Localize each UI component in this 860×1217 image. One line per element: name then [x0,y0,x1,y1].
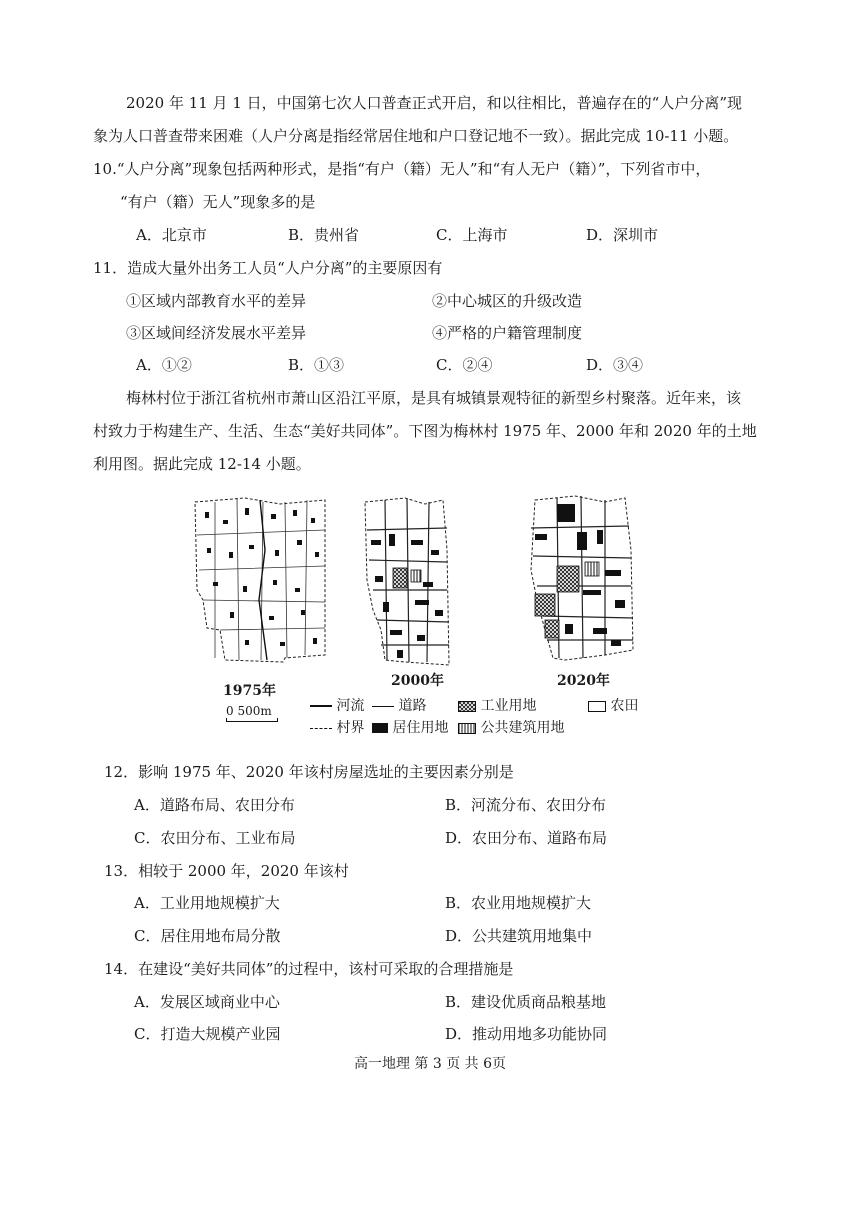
q13-option-c: C．居住用地布局分散 [134,927,281,945]
q11-option-b: B．①③ [288,356,345,374]
q13-stem: 13．相较于 2000 年，2020 年该村 [104,862,349,880]
legend-industrial-label: 工业用地 [480,698,537,714]
q12-option-a: A．道路布局、农田分布 [134,796,295,814]
q11-option-d: D．③④ [586,356,644,374]
q14-option-d: D．推动用地多功能协同 [445,1025,608,1043]
legend-residential-label: 居住用地 [392,720,449,736]
intro2-line1: 梅林村位于浙江省杭州市萧山区沿江平原，是具有城镇景观特征的新型乡村聚落。近年来，该 [126,389,742,407]
q12-option-c: C．农田分布、工业布局 [134,829,296,847]
legend-road-label: 道路 [398,698,427,714]
legend-farmland-label: 农田 [610,698,639,714]
intro1-line2: 象为人口普查带来困难（人户分离是指经常居住地和户口登记地不一致）。据此完成 10-11 小题。 [93,127,739,145]
q11-item-4: ④严格的户籍管理制度 [432,324,583,342]
legend-river-label: 河流 [336,698,365,714]
q11-option-a: A．①② [136,356,192,374]
legend-road [372,695,426,715]
scale-bar-line [226,718,278,722]
scale-bar [226,704,278,722]
intro2-line3: 利用图。据此完成 12-14 小题。 [93,455,311,473]
q14-option-c: C．打造大规模产业园 [134,1025,281,1043]
boundary-line-icon [310,728,332,729]
land-use-figure [185,490,675,730]
q13-option-a: A．工业用地规模扩大 [134,894,280,912]
q10-option-b: B．贵州省 [288,226,360,244]
legend-public [458,717,564,737]
q11-item-2: ②中心城区的升级改造 [432,292,583,310]
residential-swatch-icon [372,723,388,733]
q11-option-c: C．②④ [436,356,493,374]
q10-option-a: A．北京市 [136,226,207,244]
q12-option-b: B．河流分布、农田分布 [445,796,607,814]
year-label-1975: 1975年 [223,683,276,699]
q11-item-3: ③区域间经济发展水平差异 [126,324,307,342]
legend-boundary [310,717,364,737]
river-line-icon [310,705,332,707]
industrial-swatch-icon [458,701,476,712]
q13-option-d: D．公共建筑用地集中 [445,927,593,945]
q12-option-d: D．农田分布、道路布局 [445,829,608,847]
q10-option-d: D．深圳市 [586,226,659,244]
page-footer: 高一地理 第 3 页 共 6页 [353,1056,507,1072]
map-2000 [365,498,449,665]
intro1-line1: 2020 年 11 月 1 日，中国第七次人口普查正式开启，和以往相比，普遍存在的“人户分离”现 [126,94,742,112]
q14-option-a: A．发展区域商业中心 [134,993,280,1011]
q13-option-b: B．农业用地规模扩大 [445,894,592,912]
map-2020 [531,496,633,660]
q10-stem-line1: 10.“人户分离”现象包括两种形式，是指“有户（籍）无人”和“有人无户（籍）”，下列省市中， [93,160,711,178]
q10-stem-line2: “有户（籍）无人”现象多的是 [120,193,316,211]
legend-farmland [588,695,638,715]
legend-residential [372,717,448,737]
public-swatch-icon [458,723,476,734]
legend-industrial [458,695,536,715]
year-label-2000: 2000年 [391,673,444,689]
q11-stem: 11．造成大量外出务工人员“人户分离”的主要原因有 [93,259,443,277]
farmland-swatch-icon [588,701,606,712]
legend-public-label: 公共建筑用地 [480,720,565,736]
q10-option-c: C．上海市 [436,226,508,244]
intro2-line2: 村致力于构建生产、生活、生态“美好共同体”。下图为梅林村 1975 年、2000 年和 2020 年的土地 [93,422,757,440]
q14-stem: 14．在建设“美好共同体”的过程中，该村可采取的合理措施是 [104,960,514,978]
q12-stem: 12．影响 1975 年、2020 年该村房屋选址的主要因素分别是 [104,763,514,781]
legend-river [310,695,364,715]
scale-bar-label: 0 500m [226,704,272,718]
road-line-icon [372,706,394,707]
map-1975 [195,498,325,662]
q14-option-b: B．建设优质商品粮基地 [445,993,607,1011]
legend-boundary-label: 村界 [336,720,365,736]
q11-item-1: ①区域内部教育水平的差异 [126,292,307,310]
year-label-2020: 2020年 [557,673,610,689]
